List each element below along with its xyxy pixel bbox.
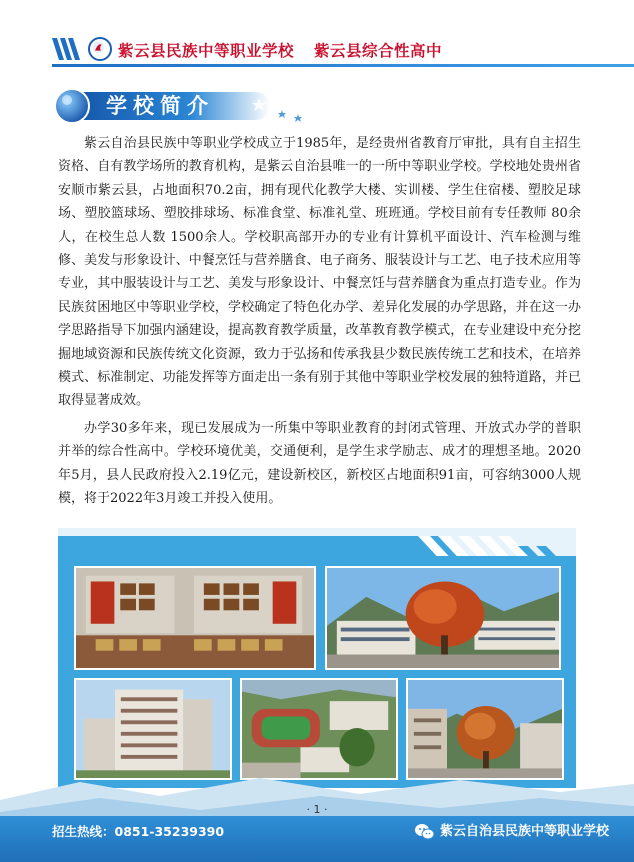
page-number: · 1 · bbox=[306, 803, 328, 816]
enrollment-hotline: 招生热线：0851-35239390 bbox=[52, 824, 225, 839]
header-title bbox=[118, 38, 442, 64]
footer-school-name: 紫云自治县民族中等职业学校 bbox=[440, 824, 610, 839]
photo-honor-wall bbox=[74, 566, 316, 670]
header-stripes-decoration bbox=[52, 38, 84, 60]
photo-campus-autumn-tree bbox=[325, 566, 561, 670]
header-school-highschool: 紫云县综合性高中 bbox=[314, 42, 443, 60]
article-paragraph-2: 办学30多年来，现已发展成为一所集中等职业教育的封闭式管理、开放式办学的普职并举的综合性高中。学校环境优美，交通便利，是学生求学励志、成才的理想圣地。2020年5月，县人民政府投入2.19亿元，建设新校区，新校区占地面积91亩，可容纳3000人规模，将于2022年3月竣工并投入使用。 bbox=[58, 420, 581, 507]
school-logo-icon bbox=[88, 37, 112, 61]
wechat-icon bbox=[414, 823, 436, 841]
school-introduction-article bbox=[58, 132, 581, 515]
article-paragraph-1: 紫云自治县民族中等职业学校成立于1985年，是经贵州省教育厅审批，具有自主招生资格、自有教学场所的教育机构，是紫云自治县唯一的一所中等职业学校。学校地处贵州省安顺市紫云县，占地面积70.2亩，拥有现代化教学大楼、实训楼、学生住宿楼、塑胶足球场、塑胶篮球场、塑胶排球场、标准食堂、标准礼堂、班班通。学校目前有专任教师 80余人，在校生总人数 1500余人。学校职高部开办的专业有计算机平面设计、汽车检测与维修、美发与形象设计、中餐烹饪与营养膳食、电子商务、服装设计与工艺、电子技术应用等专业，其中服装设计与工艺、美发与形象设计、中餐烹饪与营养膳食为重点打造专业。作为民族贫困地区中等职业学校，学校确定了特色化办学、差异化发展的办学思路，并在这一办学思路指导下加强内涵建设，提高教育教学质量，改革教育教学模式，在专业建设中充分挖掘地域资源和民族传统文化资源，致力于弘扬和传承我县少数民族传统工艺和技术，在培养模式、标准制定、功能发挥等方面走出一条有别于其他中等职业学校发展的独特道路，并已取得显著成效。 bbox=[58, 136, 581, 409]
header-underline bbox=[52, 64, 634, 67]
section-title: 学校简介 bbox=[106, 94, 214, 118]
header-school-vocational: 紫云县民族中等职业学校 bbox=[118, 42, 295, 60]
